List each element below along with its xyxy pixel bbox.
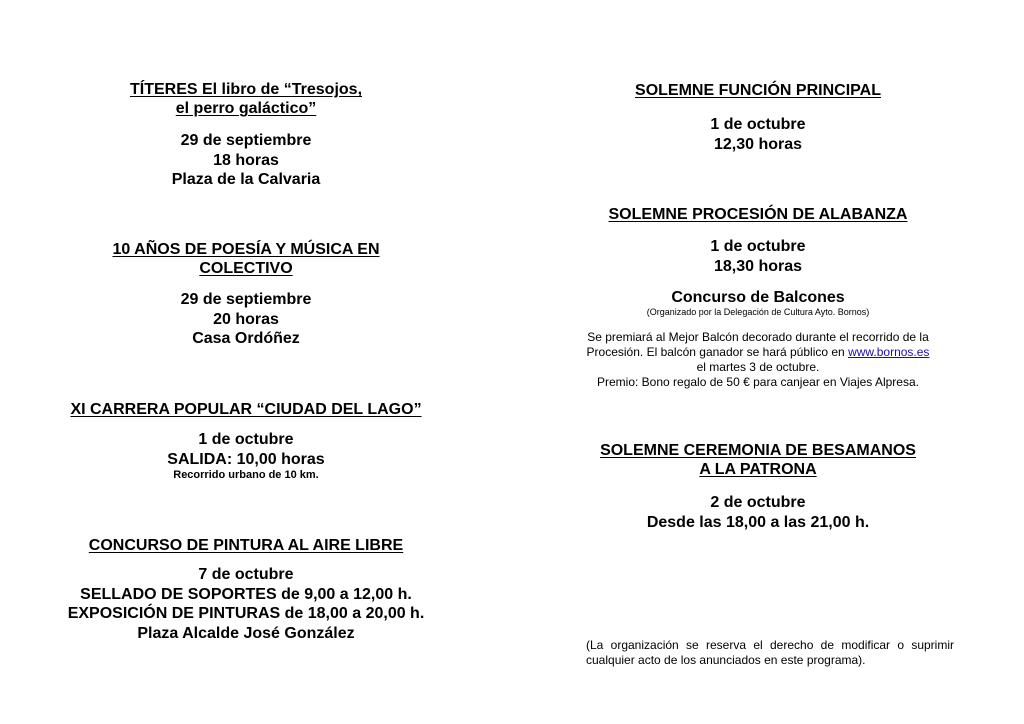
event-title: SOLEMNE FUNCIÓN PRINCIPAL (635, 82, 881, 99)
event-place: Casa Ordóñez (192, 330, 300, 347)
event-title: CONCURSO DE PINTURA AL AIRE LIBRE (88, 537, 404, 554)
event-date: 1 de octubre (710, 116, 806, 133)
event-date: 1 de octubre (198, 431, 294, 448)
event-details (40, 430, 452, 482)
event-date: 29 de septiembre (180, 132, 312, 149)
event-details (40, 131, 452, 190)
event-details (548, 237, 968, 276)
event-title: SOLEMNE PROCESIÓN DE ALABANZA (608, 206, 908, 223)
event-place: Plaza de la Calvaria (171, 171, 321, 188)
event-details (40, 565, 452, 643)
event-date: 2 de octubre (710, 494, 806, 511)
event-details (40, 290, 452, 349)
event-line: SELLADO DE SOPORTES de 9,00 a 12,00 h. (80, 585, 412, 603)
event-time: Desde las 18,00 a las 21,00 h. (646, 513, 870, 531)
balcones-description: Se premiará al Mejor Balcón decorado durante el recorrido de la Procesión. El balcón ganador se hará público en www.bornos.es el martes 3 de octubre. Premio: Bono regalo de 50 € para canjear en Viajes Alpresa. (586, 330, 930, 389)
event-place: Plaza Alcalde José González (137, 624, 355, 642)
event-title: TÍTERES El libro de “Tresojos, el perro galáctico” (129, 81, 363, 117)
event-title: 10 AÑOS DE POESÍA Y MÚSICA EN COLECTIVO (112, 241, 380, 277)
event-route: Recorrido urbano de 10 km. (173, 469, 319, 481)
disclaimer-note: (La organización se reserva el derecho de modificar o suprimir cualquier acto de los anunciados en este programa). (586, 638, 954, 667)
event-time: 12,30 horas (713, 135, 803, 153)
event-title: XI CARRERA POPULAR “CIUDAD DEL LAGO” (70, 401, 422, 418)
event-line: EXPOSICIÓN DE PINTURAS de 18,00 a 20,00 h. (67, 605, 425, 622)
event-date: 29 de septiembre (180, 291, 312, 308)
balcones-organizer: (Organizado por la Delegación de Cultura Ayto. Bornos) (646, 307, 870, 317)
event-time: 18 horas (213, 151, 279, 169)
balcones-title: Concurso de Balcones (671, 289, 845, 306)
event-title: SOLEMNE CEREMONIA DE BESAMANOS A LA PATRONA (600, 442, 916, 478)
event-time: 20 horas (213, 310, 279, 328)
event-date: 1 de octubre (710, 238, 806, 255)
event-start: SALIDA: 10,00 horas (167, 450, 325, 468)
event-details (548, 115, 968, 154)
event-details (548, 493, 968, 532)
bornos-link[interactable]: www.bornos.es (848, 345, 930, 359)
event-date: 7 de octubre (198, 566, 294, 583)
event-time: 18,30 horas (713, 257, 803, 275)
